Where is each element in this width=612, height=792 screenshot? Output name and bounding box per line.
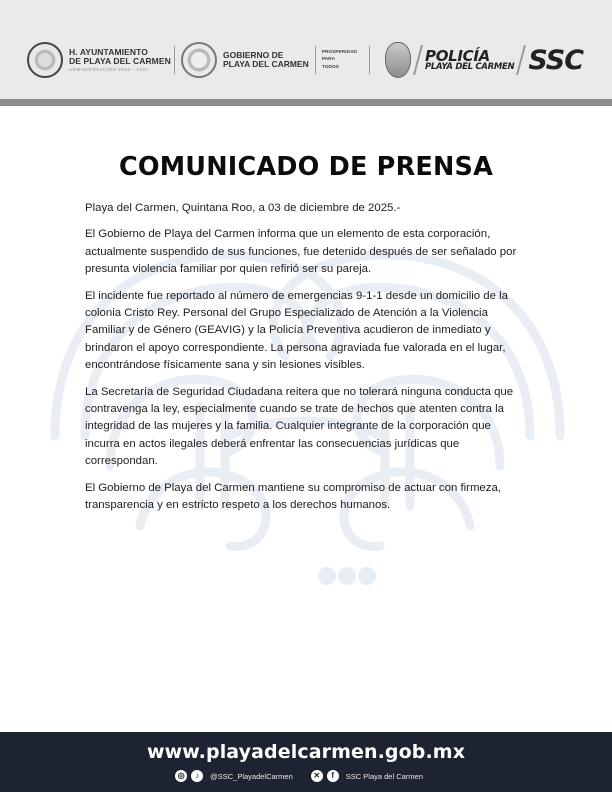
gobierno-line2: PLAYA DEL CARMEN bbox=[223, 59, 309, 69]
divider bbox=[315, 46, 316, 74]
instagram-icon[interactable]: ◎ bbox=[175, 770, 187, 782]
website-link[interactable]: www.playadelcarmen.gob.mx bbox=[146, 741, 466, 763]
divider bbox=[369, 46, 370, 74]
paragraph: El Gobierno de Playa del Carmen mantiene su compromiso de actuar con firmeza, transparencia y en estricto respeto a los derechos humanos. bbox=[85, 481, 501, 512]
slash-divider bbox=[516, 45, 526, 75]
dateline: Playa del Carmen, Quintana Roo, a 03 de diciembre de 2025.- bbox=[85, 202, 401, 214]
ayuntamiento-seal-icon bbox=[27, 42, 63, 78]
gobierno-name bbox=[223, 51, 309, 69]
ayuntamiento-name bbox=[69, 48, 171, 73]
footer bbox=[0, 732, 612, 792]
policia-line2: PLAYA DEL CARMEN bbox=[425, 62, 515, 73]
paragraph: La Secretaría de Seguridad Ciudadana reitera que no tolerará ninguna conducta que contravenga la ley, especialmente cuando se trate de hechos que atenten contra la integridad de las mujeres y la familia. Cualquier integrante de la corporación que incurra en actos ilegales deberá enfrentar las consecuencias jurídicas que correspondan. bbox=[85, 385, 514, 468]
paragraph: El incidente fue reportado al número de emergencias 9-1-1 desde un domicilio de la colonia Cristo Rey. Personal del Grupo Especializado de Atención a la Violencia Familiar y de Género (GEAVIG) y la Policía Preventiva acudieron de inmediato y brindaron el apoyo correspondiente. La persona agraviada fue valorada en el lugar, encontrándose físicamente sana y sin lesiones visibles. bbox=[85, 289, 508, 372]
press-release-body bbox=[85, 200, 525, 524]
page-title: COMUNICADO DE PRENSA bbox=[118, 152, 494, 182]
tiktok-icon[interactable]: ♪ bbox=[191, 770, 203, 782]
gobierno-logo bbox=[168, 40, 376, 80]
x-icon[interactable]: ✕ bbox=[311, 770, 323, 782]
motto bbox=[322, 49, 357, 71]
policia-logo bbox=[385, 40, 583, 80]
social-handle-instagram-tiktok[interactable]: @SSC_PlayadelCarmen bbox=[210, 771, 293, 781]
gobierno-line1: GOBIERNO DE bbox=[223, 50, 284, 61]
letterhead-header bbox=[0, 0, 612, 99]
social-links bbox=[0, 770, 612, 782]
ayuntamiento-line2: DE PLAYA DEL CARMEN bbox=[69, 55, 171, 66]
gobierno-seal-icon bbox=[181, 42, 217, 78]
administration-period: ADMINISTRACIÓN 2024 - 2027 bbox=[69, 66, 149, 72]
divider bbox=[174, 46, 175, 74]
motto-line: PROSPERIDAD bbox=[321, 50, 357, 56]
slash-divider bbox=[413, 45, 423, 75]
police-badge-icon bbox=[385, 42, 411, 78]
header-bar bbox=[0, 99, 612, 106]
motto-line: TODOS bbox=[321, 64, 339, 70]
facebook-icon[interactable]: f bbox=[327, 770, 339, 782]
motto-line: PARA bbox=[321, 57, 336, 63]
paragraph: El Gobierno de Playa del Carmen informa que un elemento de esta corporación, actualmente suspendido de sus funciones, fue detenido después de ser señalado por presunta violencia familiar por quien refirió ser su pareja. bbox=[85, 228, 517, 276]
policia-line1: POLICÍA bbox=[425, 46, 490, 65]
ayuntamiento-logo bbox=[27, 40, 171, 80]
policia-wordmark bbox=[425, 46, 515, 73]
ssc-wordmark: SSC bbox=[528, 44, 584, 76]
social-handle-x-facebook[interactable]: SSC Playa del Carmen bbox=[345, 771, 423, 781]
ayuntamiento-line1: H. AYUNTAMIENTO bbox=[69, 46, 148, 57]
